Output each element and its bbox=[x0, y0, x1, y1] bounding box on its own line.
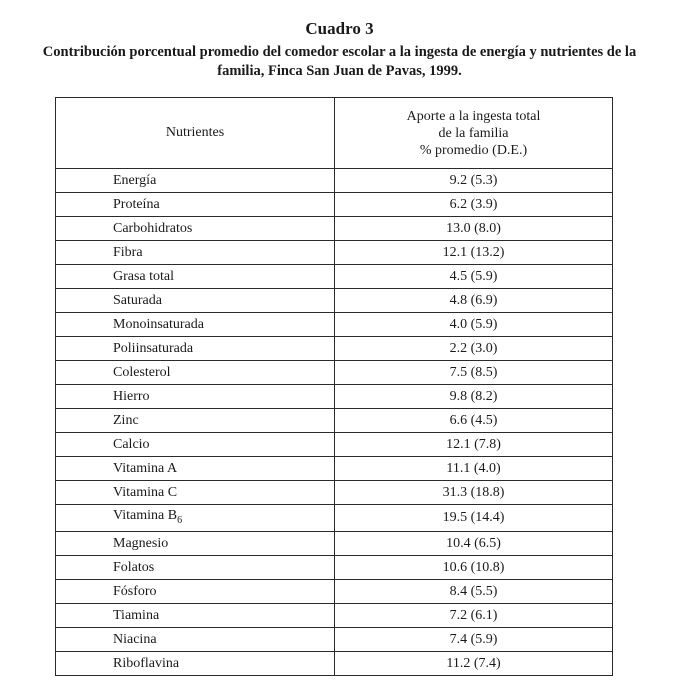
nutrient-name: Saturada bbox=[113, 293, 162, 308]
table-row bbox=[56, 457, 613, 481]
nutrient-table bbox=[55, 97, 613, 676]
nutrient-name: Proteína bbox=[113, 197, 160, 212]
nutrient-value-cell: 7.5 (8.5) bbox=[335, 361, 613, 385]
nutrient-name-cell bbox=[56, 505, 335, 532]
table-row bbox=[56, 337, 613, 361]
document-subtitle bbox=[0, 43, 679, 81]
header-nutrientes: Nutrientes bbox=[56, 98, 335, 169]
nutrient-value-cell: 8.4 (5.5) bbox=[335, 579, 613, 603]
table-row bbox=[56, 313, 613, 337]
nutrient-name: Energía bbox=[113, 173, 157, 188]
nutrient-value-cell: 13.0 (8.0) bbox=[335, 217, 613, 241]
nutrient-value-cell: 12.1 (13.2) bbox=[335, 241, 613, 265]
nutrient-value-cell: 10.6 (10.8) bbox=[335, 555, 613, 579]
nutrient-value-cell: 11.2 (7.4) bbox=[335, 651, 613, 675]
nutrient-value-cell: 11.1 (4.0) bbox=[335, 457, 613, 481]
nutrient-value-cell: 10.4 (6.5) bbox=[335, 531, 613, 555]
nutrient-name: Niacina bbox=[113, 631, 157, 647]
nutrient-name: Fibra bbox=[113, 245, 143, 260]
nutrient-value-cell: 4.8 (6.9) bbox=[335, 289, 613, 313]
nutrient-name: Colesterol bbox=[113, 365, 171, 380]
nutrient-value-cell: 9.8 (8.2) bbox=[335, 385, 613, 409]
table-row bbox=[56, 169, 613, 193]
table-row bbox=[56, 193, 613, 217]
table-row bbox=[56, 579, 613, 603]
nutrient-name-cell bbox=[56, 193, 335, 217]
header-aporte-line-3: % promedio (D.E.) bbox=[419, 142, 528, 158]
document-title: Cuadro 3 bbox=[305, 19, 374, 38]
table-row bbox=[56, 555, 613, 579]
nutrient-name-cell bbox=[56, 313, 335, 337]
nutrient-name-cell bbox=[56, 579, 335, 603]
table-body bbox=[56, 169, 613, 676]
nutrient-value-cell: 12.1 (7.8) bbox=[335, 433, 613, 457]
nutrient-value-cell: 31.3 (18.8) bbox=[335, 481, 613, 505]
nutrient-name-subscript: 6 bbox=[177, 514, 183, 526]
nutrient-name: Calcio bbox=[113, 437, 150, 452]
nutrient-name-cell bbox=[56, 217, 335, 241]
nutrient-value-cell: 6.6 (4.5) bbox=[335, 409, 613, 433]
nutrient-name-cell bbox=[56, 531, 335, 555]
nutrient-name: Folatos bbox=[113, 559, 155, 575]
nutrient-name-cell bbox=[56, 651, 335, 675]
nutrient-name-cell bbox=[56, 555, 335, 579]
nutrient-name: Fósforo bbox=[113, 583, 157, 599]
nutrient-name-cell bbox=[56, 627, 335, 651]
nutrient-name-cell bbox=[56, 385, 335, 409]
table-row bbox=[56, 481, 613, 505]
nutrient-name-cell bbox=[56, 241, 335, 265]
table-row bbox=[56, 385, 613, 409]
table-row bbox=[56, 265, 613, 289]
table-row bbox=[56, 603, 613, 627]
nutrient-name: Hierro bbox=[113, 389, 150, 404]
nutrient-name: Vitamina C bbox=[113, 485, 178, 500]
nutrient-value-cell: 4.5 (5.9) bbox=[335, 265, 613, 289]
nutrient-name: Vitamina A bbox=[113, 461, 178, 476]
nutrient-name-cell bbox=[56, 289, 335, 313]
nutrient-name-cell bbox=[56, 603, 335, 627]
table-row bbox=[56, 217, 613, 241]
table-row bbox=[56, 531, 613, 555]
nutrient-name: Magnesio bbox=[113, 535, 169, 551]
nutrient-name: Carbohidratos bbox=[113, 221, 193, 236]
subtitle-line-1: Contribución porcentual promedio del comedor escolar a la ingesta de energía y nutrientes de la bbox=[42, 44, 637, 60]
header-aporte bbox=[335, 98, 613, 169]
nutrient-name-cell bbox=[56, 169, 335, 193]
nutrient-name: Riboflavina bbox=[113, 655, 180, 671]
table-row bbox=[56, 361, 613, 385]
table-row bbox=[56, 433, 613, 457]
nutrient-name-cell bbox=[56, 361, 335, 385]
nutrient-value-cell: 9.2 (5.3) bbox=[335, 169, 613, 193]
nutrient-name: Poliinsaturada bbox=[113, 341, 194, 356]
nutrient-name-cell bbox=[56, 337, 335, 361]
nutrient-value-cell: 7.2 (6.1) bbox=[335, 603, 613, 627]
table-header-row bbox=[56, 98, 613, 169]
table-row bbox=[56, 505, 613, 532]
table-row bbox=[56, 289, 613, 313]
nutrient-value-cell: 6.2 (3.9) bbox=[335, 193, 613, 217]
nutrient-name: Grasa total bbox=[113, 269, 175, 284]
header-aporte-line-2: de la familia bbox=[438, 125, 509, 141]
table-row bbox=[56, 409, 613, 433]
nutrient-value-cell: 4.0 (5.9) bbox=[335, 313, 613, 337]
table-row bbox=[56, 241, 613, 265]
subtitle-line-2: familia, Finca San Juan de Pavas, 1999. bbox=[217, 63, 462, 79]
table-row bbox=[56, 651, 613, 675]
nutrient-name-cell bbox=[56, 265, 335, 289]
nutrient-name-cell bbox=[56, 457, 335, 481]
nutrient-name-cell bbox=[56, 409, 335, 433]
table-row bbox=[56, 627, 613, 651]
nutrient-name: Tiamina bbox=[113, 607, 160, 623]
header-aporte-line-1: Aporte a la ingesta total bbox=[406, 108, 541, 124]
nutrient-name: Zinc bbox=[113, 413, 139, 428]
nutrient-name: Monoinsaturada bbox=[113, 317, 204, 332]
nutrient-name: Vitamina B bbox=[113, 508, 178, 523]
nutrient-value-cell: 7.4 (5.9) bbox=[335, 627, 613, 651]
nutrient-name-cell bbox=[56, 481, 335, 505]
nutrient-value-cell: 19.5 (14.4) bbox=[335, 505, 613, 532]
nutrient-name-cell bbox=[56, 433, 335, 457]
nutrient-value-cell: 2.2 (3.0) bbox=[335, 337, 613, 361]
